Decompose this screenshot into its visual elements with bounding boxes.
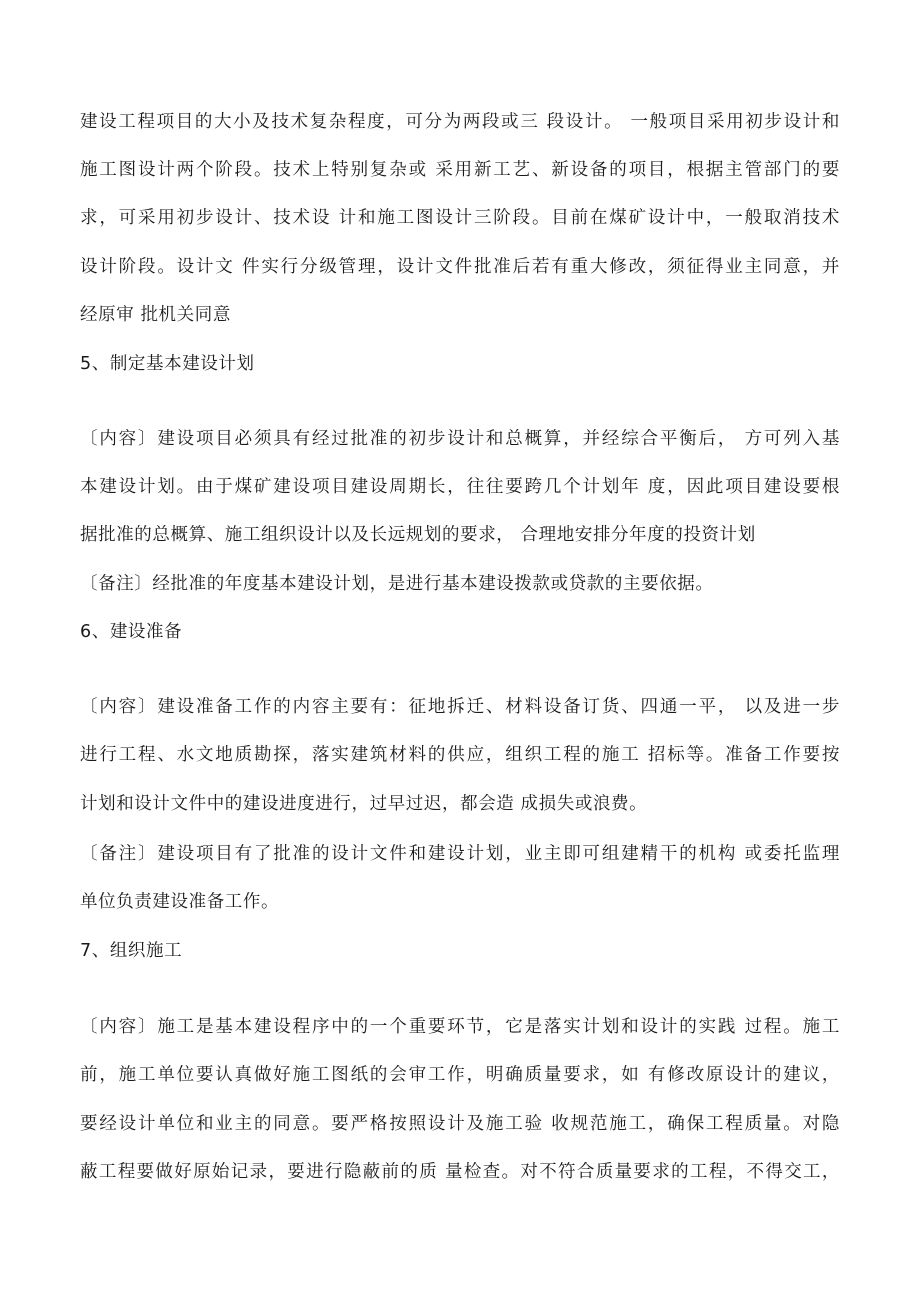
content-line: 蔽工程要做好原始记录，要进行隐蔽前的质 量检查。对不符合质量要求的工程，不得交工， — [80, 1162, 840, 1182]
section-heading: 6、建设准备 — [80, 622, 183, 642]
note-line: 单位负责建设准备工作。 — [80, 892, 280, 912]
content-line: 前，施工单位要认真做好施工图纸的会审工作，明确质量要求，如 有修改原设计的建议， — [80, 1065, 840, 1085]
section-heading: 5、制定基本建设计划 — [80, 354, 255, 374]
content-line: 要经设计单位和业主的同意。要严格按照设计及施工验 收规范施工，确保工程质量。对隐 — [80, 1114, 840, 1134]
content-line: 本建设计划。由于煤矿建设项目建设周期长，往往要跨几个计划年 度，因此项目建设要根 — [80, 477, 840, 497]
paragraph-line: 建设工程项目的大小及技术复杂程度，可分为两段或三 段设计。 一般项目采用初步设计和 — [80, 112, 840, 132]
paragraph-line: 施工图设计两个阶段。技术上特别复杂或 采用新工艺、新设备的项目，根据主管部门的要 — [80, 160, 840, 180]
note-line: 〔备注〕经批准的年度基本建设计划，是进行基本建设拨款或贷款的主要依据。 — [80, 574, 714, 594]
content-line: 〔内容〕建设准备工作的内容主要有：征地拆迁、材料设备订货、四通一平， 以及进一步 — [80, 697, 840, 717]
content-line: 计划和设计文件中的建设进度进行，过早过迟，都会造 成损失或浪费。 — [80, 794, 648, 814]
paragraph-line: 设计阶段。设计文 件实行分级管理，设计文件批准后若有重大修改，须征得业主同意，并 — [80, 257, 840, 277]
paragraph-line: 求，可采用初步设计、技术设 计和施工图设计三阶段。目前在煤矿设计中，一般取消技术 — [80, 208, 840, 228]
paragraph-line: 经原审 批机关同意 — [80, 305, 231, 325]
note-line: 〔备注〕建设项目有了批准的设计文件和建设计划，业主即可组建精干的机构 或委托监理 — [80, 844, 840, 864]
content-line: 〔内容〕施工是基本建设程序中的一个重要环节，它是落实计划和设计的实践 过程。施工 — [80, 1017, 840, 1037]
section-heading: 7、组织施工 — [80, 941, 183, 961]
content-line: 〔内容〕建设项目必须具有经过批准的初步设计和总概算，并经综合平衡后， 方可列入基 — [80, 429, 840, 449]
content-line: 进行工程、水文地质勘探，落实建筑材料的供应，组织工程的施工 招标等。准备工作要按 — [80, 745, 840, 765]
content-line: 据批准的总概算、施工组织设计以及长远规划的要求， 合理地安排分年度的投资计划 — [80, 525, 756, 545]
